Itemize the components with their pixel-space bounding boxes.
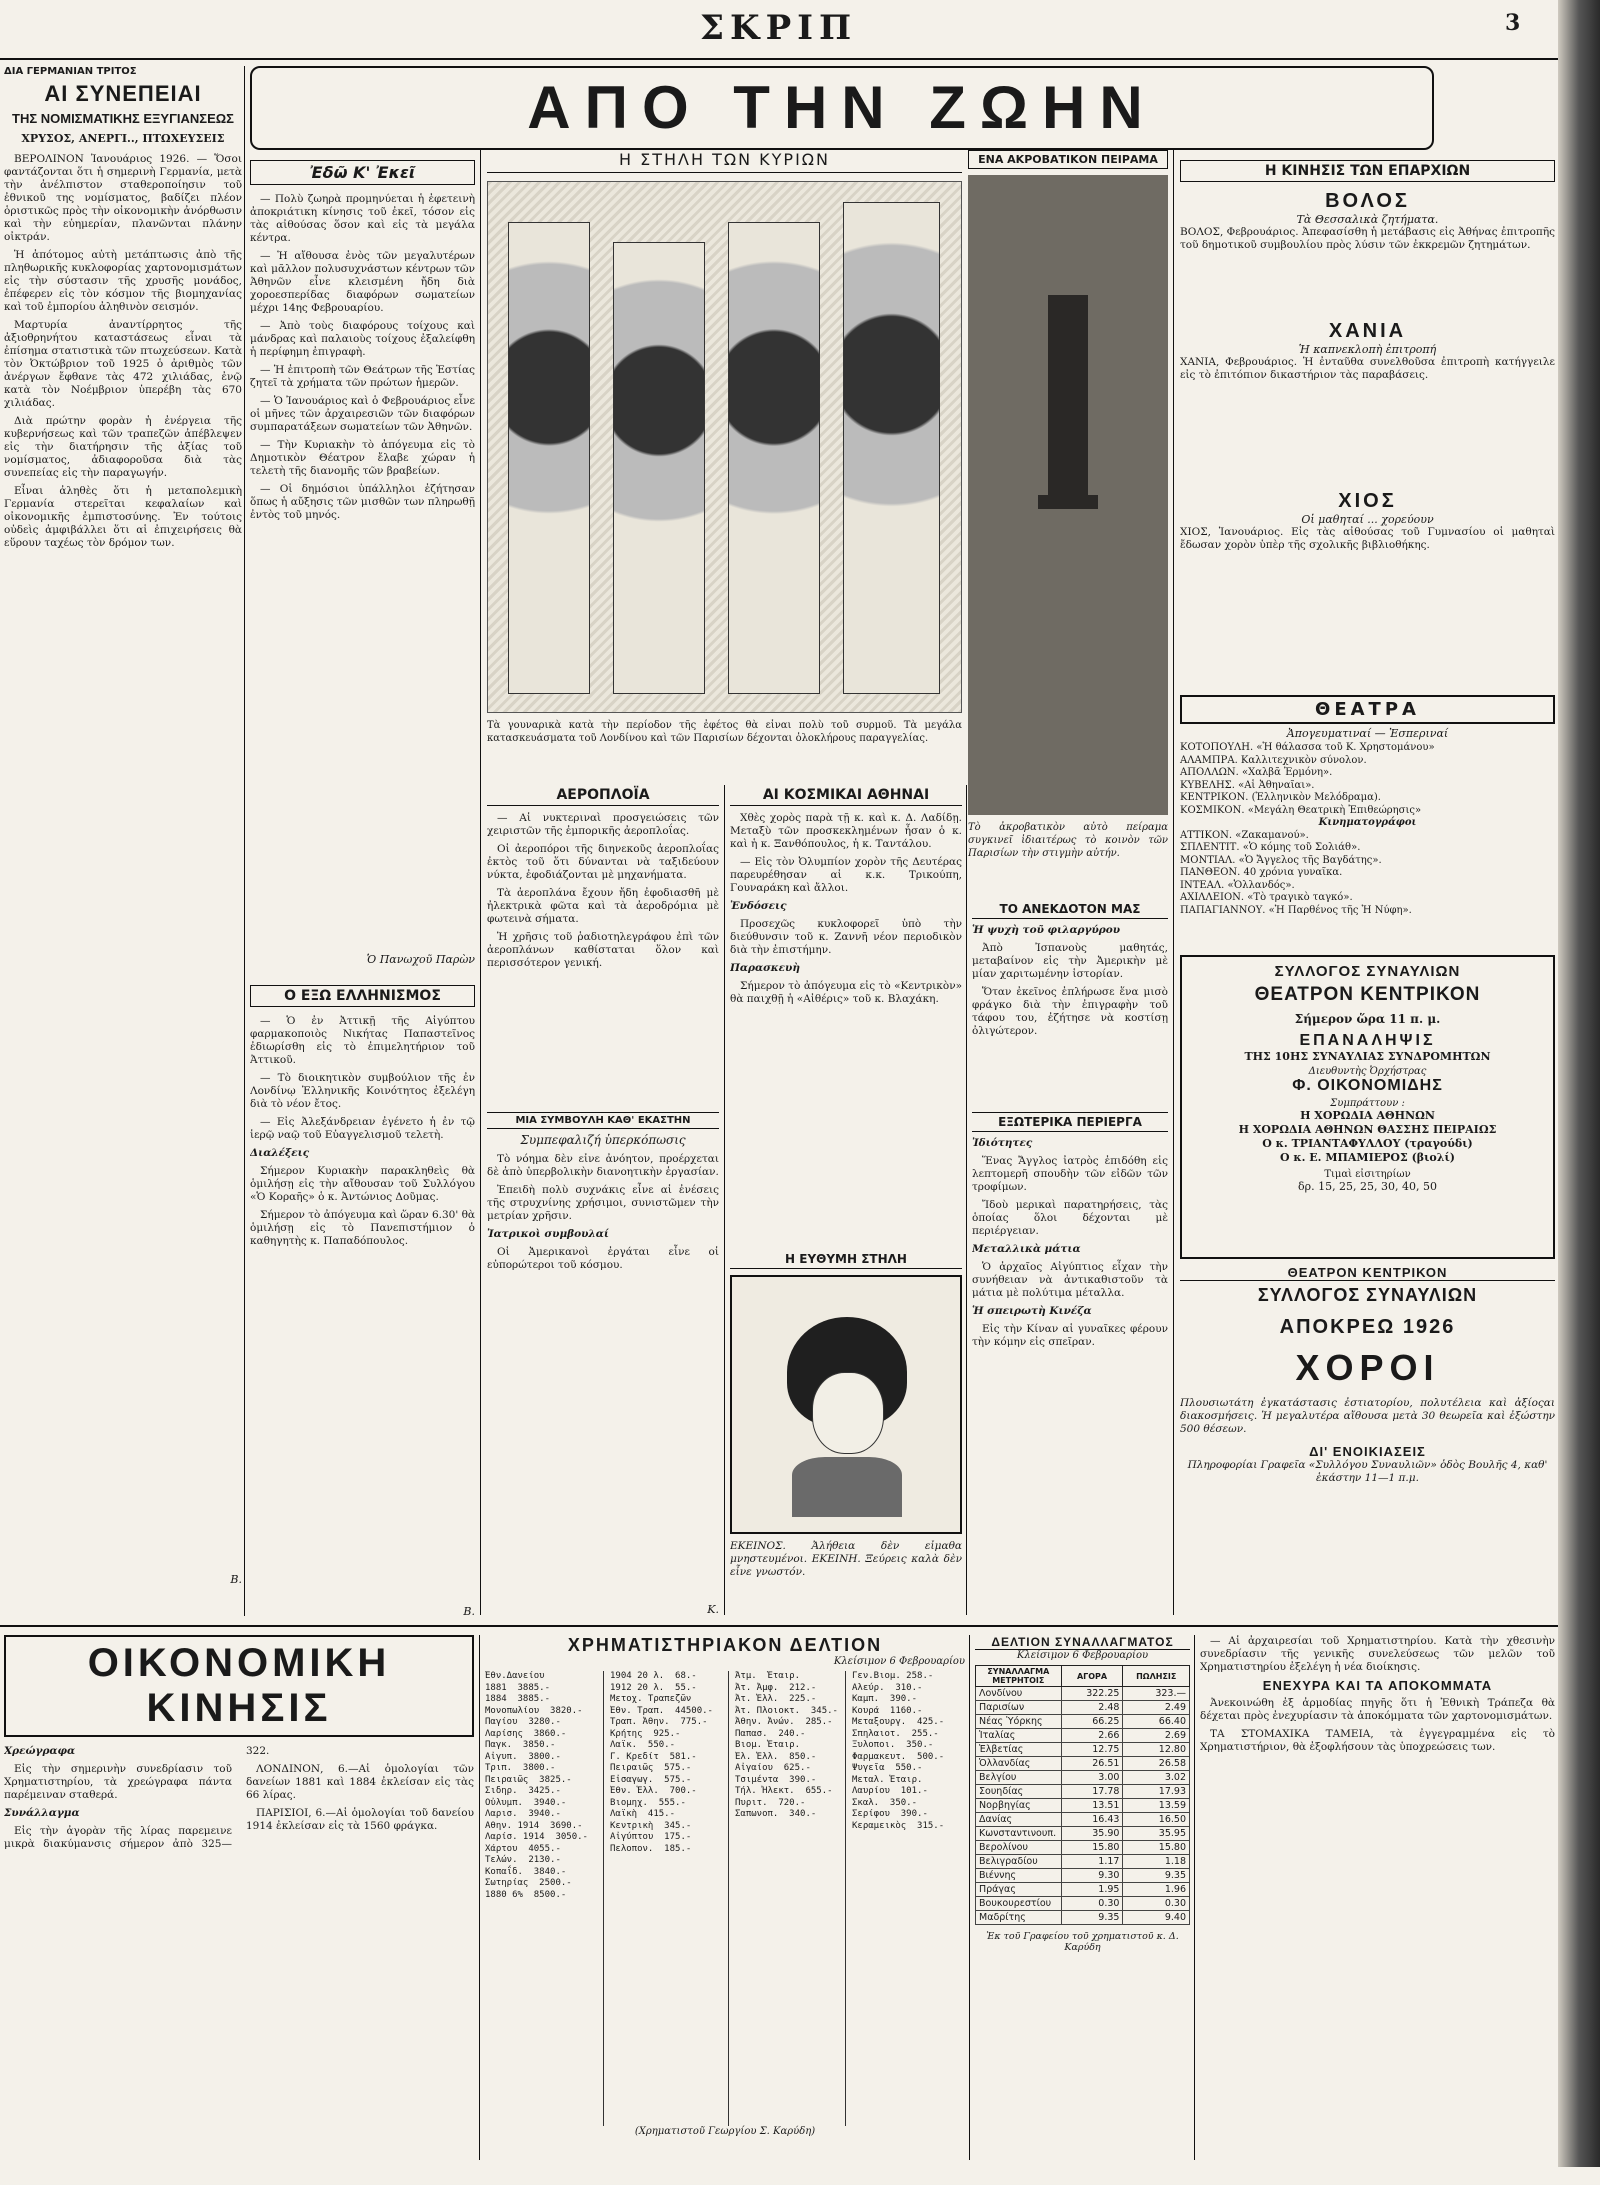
aeroploia-title: ΑΕΡΟΠΛΟΪΑ xyxy=(487,785,719,806)
exchange-currency-cell: Βουκουρεστίου xyxy=(976,1897,1062,1911)
theatre-listing-item: ΑΧΙΛΛΕΙΟΝ. «Τὸ τραγικὸ ταγκό». xyxy=(1180,892,1353,903)
theatre-listing-item: ΚΥΒΕΛΗΣ. «Αἱ Ἀθηναῖαι». xyxy=(1180,779,1315,791)
exoterika-subhead: Μεταλλικὰ μάτια xyxy=(972,1243,1081,1255)
scan-edge-shadow xyxy=(1558,0,1600,2167)
page-number: 3 xyxy=(1505,10,1521,36)
edo-k-ekei-section xyxy=(250,160,475,970)
edo-k-ekei-paragraph: — Ὁ Ἰανουάριος καὶ ὁ Φεβρουάριος εἶνε οἱ μῆνες τῶν ἀρχαιρεσιῶν τῶν διαφόρων συμπαρατάξεων σωματείων τῶν Ἀθηνῶν. xyxy=(250,395,475,433)
apo-tin-zoi-title: ΑΠΟ ΤΗΝ ΖΩΗΝ xyxy=(527,74,1157,141)
city-text: ΧΙΟΣ, Ἰανουάριος. Εἰς τὰς αἰθούσας τοῦ Γυμνασίου οἱ μαθηταὶ ἔδωσαν χορὸν ὑπὲρ τῆς σχολικῆς βιβλιοθήκης. xyxy=(1180,526,1555,551)
exchange-rate-cell: 1.17 xyxy=(1061,1855,1123,1869)
acrobat-caption: Τὸ ἀκροβατικὸν αὐτὸ πείραμα συγκινεῖ ἰδιαιτέρως τὸ κοινὸν τῶν Παρισίων τὴν στιγμὴν αὐτήν. xyxy=(968,822,1168,859)
column-divider xyxy=(1194,1635,1195,2160)
kosmikai-section xyxy=(730,785,962,1240)
left-article-deck: ΧΡΥΣΟΣ, ΑΝΕΡΓΙ.., ΠΤΩΧΕΥΣΕΙΣ xyxy=(21,132,225,145)
exchange-rate-cell: 9.35 xyxy=(1061,1911,1123,1925)
exoterika-subhead: Ἰδιότητες xyxy=(972,1137,1033,1149)
exo-ellinismos-byline: Β. xyxy=(463,1605,475,1618)
theatra-listing xyxy=(1180,742,1555,917)
theatre-listing-item: ΚΕΝΤΡΙΚΟΝ. (Ἑλληνικὸν Μελόδραμα). xyxy=(1180,792,1381,803)
exo-ellinismos-paragraph: — Ὁ ἐν Ἀττικῇ τῆς Αἰγύπτου φαρμακοποιὸς Νικήτας Παπαστεῖνος ἐδιωρίσθη εἰς τὸ ἐπιμελητήριον τοῦ Ἀττικοῦ. xyxy=(250,1015,475,1066)
exchange-table-row xyxy=(976,1799,1190,1813)
synallagma-section xyxy=(975,1635,1190,2160)
exo-ellinismos-paragraph: — Εἰς Ἀλεξάνδρειαν ἐγένετο ἡ ἐν τῷ ἱερῷ ναῷ τοῦ Εὐαγγελισμοῦ τελετὴ. xyxy=(250,1116,475,1141)
city-heading: ΧΙΟΣ xyxy=(1338,490,1397,512)
chrimatistiriakon-footer: (Χρηματιστοῦ Γεωργίου Σ. Καρύδη) xyxy=(634,2126,816,2137)
exchange-currency-cell: Βελγίου xyxy=(976,1771,1062,1785)
syllogos-performers-label: Συμπράττουν : xyxy=(1330,1098,1405,1109)
left-article-paragraph: Διὰ πρώτην φορὰν ἡ ἐνέργεια τῆς κυβερνήσεως καὶ τῶν τραπεζῶν ἀπέβλεψεν εἰς τὴν διατήρησιν τῆς ἀξίας τοῦ νομίσματος, ἀδιαφοροῦσα διὰ τὰς συνεπείας εἰς τὴν παραγωγήν. xyxy=(4,415,242,479)
left-article-dateline: ΒΕΡΟΛΙΝΟΝ Ἰανουάριος 1926. — Ὅσοι φαντάζονται ὅτι ἡ σημερινὴ Γερμανία, μετὰ τὴν ἀνέλπιστον σταθεροποίησιν τοῦ ἐθνικοῦ της νομίσματος, βαδίζει πλέον ὁριστικῶς πρὸς τὴν οἰκονομικὴν ἀνόρθωσιν καὶ τὴν εὐημερίαν, πλανῶνται πλάνην οἰκτράν. xyxy=(4,153,242,243)
symvouli-paragraph: Οἱ Ἀμερικανοὶ ἐργάται εἶνε οἱ εὐπορώτεροι τοῦ κόσμου. xyxy=(487,1246,719,1271)
exchange-rate-cell: 26.51 xyxy=(1061,1757,1123,1771)
edo-k-ekei-byline: Ὁ Πανωχοῦ Παρὼν xyxy=(366,953,475,966)
exo-ellinismos-paragraph: Σήμερον τὸ ἀπόγευμα καὶ ὥραν 6.30' θὰ ὁμιλήσῃ εἰς τὸ Πανεπιστήμιον ὁ καθηγητὴς κ. Παπαδόπουλος. xyxy=(250,1209,475,1247)
exchange-header-cell: ΠΩΛΗΣΙΣ xyxy=(1123,1666,1190,1687)
exchange-rate-cell: 12.80 xyxy=(1123,1743,1190,1757)
exoterika-section xyxy=(972,1112,1168,1615)
oikonomiki-subhead: Συνάλλαγμα xyxy=(4,1807,80,1819)
edo-k-ekei-paragraph: — Οἱ δημόσιοι ὑπάλληλοι ἐζήτησαν ὅπως ἡ αὔξησις τῶν μισθῶν των πληρωθῇ ἐντὸς τοῦ μηνός. xyxy=(250,483,475,521)
exchange-rate-cell: 16.43 xyxy=(1061,1813,1123,1827)
syllogos-event: ΕΠΑΝΑΛΗΨΙΣ xyxy=(1299,1032,1436,1049)
symvouli-byline: Κ. xyxy=(707,1603,719,1616)
anekdoton-paragraph: Ὅταν ἐκεῖνος ἐπλήρωσε ἕνα μισὸ φράγκο διὰ τὴν ἐπιγραφὴν τοῦ τάφου του, ἐζήτησε νὰ κοστίσῃ ὀλιγώτερον. xyxy=(972,986,1168,1037)
euthymi-caption: ΕΚΕΙΝΟΣ. Ἀλήθεια δὲν εἶμαθα μνηστευμένοι. ΕΚΕΙΝΗ. Ξεύρεις καλὰ δὲν εἶνε γνωστόν. xyxy=(730,1540,962,1578)
city-heading: ΧΑΝΙΑ xyxy=(1328,320,1407,342)
left-article-paragraph: Ἡ ἀπότομος αὐτὴ μετάπτωσις ἀπὸ τῆς πληθωρικῆς κυκλοφορίας χαρτονομισμάτων εἰς τὴν σύστασιν τῆς χρυσῆς μονάδος, ἐπέφερεν εἰς τὸν κόσμον τῆς βιομηχανίας καὶ τοῦ ἐμπορίου ἀληθινὸν σεισμόν. xyxy=(4,249,242,313)
exchange-rate-cell: 26.58 xyxy=(1123,1757,1190,1771)
syllogos-event-sub: ΤΗΣ 10ΗΣ ΣΥΝΑΥΛΙΑΣ ΣΥΝΔΡΟΜΗΤΩΝ xyxy=(1244,1050,1491,1063)
exchange-currency-cell: Βιέννης xyxy=(976,1869,1062,1883)
performer: Ο κ. Ε. ΜΠΑΜΙΕΡΟΣ (βιολί) xyxy=(1279,1151,1456,1164)
far-right-paragraph: Ἀνεκοινώθη ἐξ ἀρμοδίας πηγῆς ὅτι ἡ Ἐθνικὴ Τράπεζα θὰ δέχεται πρὸς ἐνεχυρίασιν τὰ ἀποκόμματα τῶν χαρτονομισμάτων. xyxy=(1200,1697,1555,1722)
syllogos-title: ΣΥΛΛΟΓΟΣ ΣΥΝΑΥΛΙΩΝ xyxy=(1274,963,1461,980)
theatre-listing-item: ΠΑΠΑΓΙΑΝΝΟΥ. «Ἡ Παρθένος τῆς Ἡ Νύφη». xyxy=(1180,904,1412,916)
exchange-rate-cell: 1.96 xyxy=(1123,1883,1190,1897)
exchange-currency-cell: Ἑλβετίας xyxy=(976,1743,1062,1757)
theatre-listing-item: ΑΠΟΛΛΩΝ. «Χαλβᾶ Ἐρμόνη». xyxy=(1180,767,1333,778)
fashion-figure xyxy=(728,222,820,694)
exchange-currency-cell: Δανίας xyxy=(976,1813,1062,1827)
exchange-table-row xyxy=(976,1757,1190,1771)
theatra-title: ΘΕΑΤΡΑ xyxy=(1180,695,1555,724)
oikonomiki-paragraph: Εἰς τὴν ἀγορὰν τῆς λίρας παρεμεινε μικρὰ διακύμανσις σήμερον ἀπὸ 325—322. xyxy=(4,1745,270,1850)
kosmikai-paragraph: Χθὲς χορὸς παρὰ τῇ κ. καὶ κ. Δ. Λαδίδῃ. Μεταξὺ τῶν προσκεκλημένων ἦσαν ὁ κ. καὶ ἡ κ. Ξανθόπουλος, ἡ κ. Ταντάλου. xyxy=(730,812,962,850)
apokreo-rent: ΔΙ' ΕΝΟΙΚΙΑΣΕΙΣ xyxy=(1309,1444,1426,1459)
exchange-table-row xyxy=(976,1813,1190,1827)
exchange-currency-cell: Σουηδίας xyxy=(976,1785,1062,1799)
exchange-table-row xyxy=(976,1827,1190,1841)
city-heading: ΒΟΛΟΣ xyxy=(1325,190,1410,212)
oikonomiki-subhead: Χρεώγραφα xyxy=(4,1745,76,1757)
exchange-rate-cell: 2.49 xyxy=(1123,1701,1190,1715)
left-article-paragraph: Εἶναι ἀληθὲς ὅτι ἡ μεταπολεμικὴ Γερμανία στερεῖται κεφαλαίων καὶ οἰκονομικῆς ἐμπιστοσύνης. Ἐν τούτοις οὐδεὶς ἀμφιβάλλει ὅτι αἱ ἐπιχειρήσεις θὰ εὕρουν ταχέως τὸν δρόμον των. xyxy=(4,485,242,549)
exo-ellinismos-title: Ο ΕΞΩ ΕΛΛΗΝΙΣΜΟΣ xyxy=(250,985,475,1007)
exchange-currency-cell: Λονδίνου xyxy=(976,1687,1062,1701)
apokreo-venue: ΘΕΑΤΡΟΝ ΚΕΝΤΡΙΚΟΝ xyxy=(1180,1265,1555,1281)
left-article xyxy=(4,66,242,1616)
syllogos-conductor: Φ. ΟΙΚΟΝΟΜΙΔΗΣ xyxy=(1292,1077,1443,1094)
exchange-rate-cell: 16.50 xyxy=(1123,1813,1190,1827)
exchange-rate-cell: 12.75 xyxy=(1061,1743,1123,1757)
euthymi-illustration xyxy=(730,1275,962,1534)
exchange-table-header xyxy=(976,1666,1190,1687)
exchange-header-cell: ΣΥΝΑΛΛΑΓΜΑ ΜΕΤΡΗΤΟΙΣ xyxy=(976,1666,1062,1687)
performer: Η ΧΟΡΩΔΙΑ ΑΘΗΝΩΝ ΘΑΣΣΗΣ ΠΕΙΡΑΙΩΣ xyxy=(1238,1123,1497,1136)
exchange-rate-cell: 15.80 xyxy=(1061,1841,1123,1855)
acrobat-photo xyxy=(968,175,1168,815)
masthead-rule xyxy=(0,58,1560,60)
exchange-rate-cell: 9.35 xyxy=(1123,1869,1190,1883)
exchange-rate-cell: 323.— xyxy=(1123,1687,1190,1701)
exchange-table-row xyxy=(976,1771,1190,1785)
exchange-currency-cell: Ὀλλανδίας xyxy=(976,1757,1062,1771)
performer: Η ΧΟΡΩΔΙΑ ΑΘΗΝΩΝ xyxy=(1300,1109,1435,1122)
kosmikai-paragraph: — Εἰς τὸν Ὀλυμπίον χορὸν τῆς Δευτέρας παρευρέθησαν αἱ κ.κ. Τρικούπη, Γουναράκη καὶ ἄλλοι. xyxy=(730,856,962,894)
exchange-currency-cell: Ἰταλίας xyxy=(976,1729,1062,1743)
exchange-rate-cell: 1.18 xyxy=(1123,1855,1190,1869)
edo-k-ekei-paragraph: — Ἡ αἴθουσα ἐνὸς τῶν μεγαλυτέρων καὶ μᾶλλον πολυσυχνάστων κέντρων τῶν Ἀθηνῶν εἶνε κλεισμένη ἤδη διὰ χοροεσπερίδας διαφόρων σωματείων μέχρι 14ης Φεβρουαρίου. xyxy=(250,250,475,314)
aeroploia-body xyxy=(487,812,719,1102)
far-right-bottom-section xyxy=(1200,1635,1555,2160)
chrimatistiriakon-title: ΧΡΗΜΑΤΙΣΤΗΡΙΑΚΟΝ ΔΕΛΤΙΟΝ xyxy=(567,1635,883,1655)
exoterika-title: ΕΞΩΤΕΡΙΚΑ ΠΕΡΙΕΡΓΑ xyxy=(972,1112,1168,1132)
theatre-listing-item: ΑΤΤΙΚΟΝ. «Ζακαμανού». xyxy=(1180,829,1309,841)
kosmikai-paragraph: Προσεχῶς κυκλοφορεῖ ὑπὸ τὴν διεύθυνσιν τοῦ κ. Ζαννῆ νέον περιοδικὸν διὰ τὴν ἐπιστήμην. xyxy=(730,918,962,956)
exchange-table-row xyxy=(976,1869,1190,1883)
left-article-kicker: ΔΙΑ ΓΕΡΜΑΝΙΑΝ ΤΡΙΤΟΣ xyxy=(4,66,137,77)
kosmikai-subhead: Ἐνδόσεις xyxy=(730,900,787,912)
apokreo-ad xyxy=(1180,1265,1555,1615)
exchange-rate-cell: 35.90 xyxy=(1061,1827,1123,1841)
akrovatiko-section xyxy=(968,150,1168,890)
oikonomiki-section xyxy=(4,1635,474,2160)
exchange-currency-cell: Πράγας xyxy=(976,1883,1062,1897)
theatre-listing-item: ΙΝΤΕΑΛ. «Ὁλλανδός». xyxy=(1180,879,1295,891)
synallagma-subtitle: Κλείσιμον 6 Φεβρουαρίου xyxy=(1016,1650,1149,1661)
kyrion-title: Η ΣΤΗΛΗ ΤΩΝ ΚΥΡΙΩΝ xyxy=(487,150,962,173)
exchange-rate-cell: 2.48 xyxy=(1061,1701,1123,1715)
city-subhead: Τὰ Θεσσαλικὰ ζητήματα. xyxy=(1296,213,1439,226)
stock-column: 1904 20 λ. 68.- 1912 20 λ. 55.- Μετοχ. Τραπεζῶν Ἐθν. Τραπ. 44500.- Τραπ. Ἀθην. 775.- Κρήτης 925.- Λαϊκ. 550.- Γ. Κρεδίτ 581.- Πειραιῶς 575.- Εἰσαγωγ. 575.- Ἐθν. Ἑλλ. 700.- Βιομηχ. 555.- Λαϊκὴ 415.- Κεντρικὴ 345.- Αἰγύπτου 175.- Πελοπον. 185.- xyxy=(610,1671,729,2126)
exo-ellinismos-paragraph: — Τὸ διοικητικὸν συμβούλιον τῆς ἐν Λονδίνῳ Ἑλληνικῆς Κοινότητος ἐξελέγη διὰ τὸ νέον ἔτος. xyxy=(250,1072,475,1110)
symvouli-paragraph: Ἐπειδὴ πολὺ συχνάκις εἶνε αἱ ἐνέσεις τῆς στρυχνίνης χρήσιμοι, συνιστῶμεν τὴν μετρίαν χρῆσιν. xyxy=(487,1184,719,1222)
column-divider xyxy=(1173,150,1174,1615)
edo-k-ekei-paragraph: — Τὴν Κυριακὴν τὸ ἀπόγευμα εἰς τὸ Δημοτικὸν Θέατρον ἔλαβε χώραν ἡ τελετὴ τῆς διανομῆς τῶν βραβείων. xyxy=(250,439,475,477)
exoterika-subhead: Ἡ σπειρωτὴ Κινέζα xyxy=(972,1305,1092,1317)
symvouli-subhead: Ἰατρικοὶ συμβουλαί xyxy=(487,1228,609,1240)
far-right-heading: ΕΝΕΧΥΡΑ ΚΑΙ ΤΑ ΑΠΟΚΟΜΜΑΤΑ xyxy=(1262,1678,1493,1693)
apokreo-title: ΣΥΛΛΟΓΟΣ ΣΥΝΑΥΛΙΩΝ xyxy=(1257,1285,1478,1305)
left-article-title: ΑΙ ΣΥΝΕΠΕΙΑΙ xyxy=(44,81,202,106)
aeroploia-paragraph: Οἱ ἀεροπόροι τῆς διηνεκοῦς ἀεροπλοΐας ἐκτὸς τοῦ ὅτι δύνανται νὰ ταξιδεύουν νύκτα, ἐφοδιάζονται μὲ μηχανήματα. xyxy=(487,843,719,881)
apokreo-text: Πλουσιωτάτη ἐγκατάστασις ἐστιατορίου, πολυτέλεια καὶ ἀξίοςαι διακοσμήσεις. Ἡ μεγαλυτέρα αἴθουσα μετὰ 30 θεωρεῖα καὶ ἐξώστην 500 θέσεων. xyxy=(1180,1397,1555,1435)
far-right-bottom-body xyxy=(1200,1635,1555,2150)
anekdoton-subhead: Ἡ ψυχὴ τοῦ φιλαργύρου xyxy=(972,924,1121,936)
exchange-rate-cell: 13.59 xyxy=(1123,1799,1190,1813)
edo-k-ekei-title: Ἐδῶ Κ' Ἐκεῖ xyxy=(250,160,475,185)
exo-ellinismos-section xyxy=(250,985,475,1617)
symvouli-body xyxy=(487,1153,719,1603)
stock-listing xyxy=(485,1671,965,2126)
exchange-table-row xyxy=(976,1785,1190,1799)
theatre-listing-item: ΑΛΑΜΠΡΑ. Καλλιτεχνικὸν σύνολον. xyxy=(1180,754,1367,766)
exchange-table-row xyxy=(976,1743,1190,1757)
oikonomiki-paragraph: ΠΑΡΙΣΙΟΙ, 6.—Αἱ ὁμολογίαι τοῦ δανείου 1914 ἐκλείσαν εἰς τὰ 1560 φράγκα. xyxy=(246,1807,474,1832)
stock-column: Γεν.Βιομ. 258.- Αλεύρ. 310.- Καμπ. 390.- Κουρά 1160.- Μεταξουργ. 425.- Σπηλαιοτ. 255.- Ξυλοποι. 350.- Φαρμακευτ. 500.- Ψυγεῖα 550.- Μεταλ. Ἑταιρ. Λαυρίου 101.- Σκαλ. 350.- Σερίφου 390.- Κεραμεικὸς 315.- xyxy=(852,1671,945,1831)
performer: Ο κ. ΤΡΙΑΝΤΑΦΥΛΛΟΥ (τραγούδι) xyxy=(1262,1137,1473,1150)
exchange-table-row xyxy=(976,1911,1190,1925)
exchange-rate-cell: 2.69 xyxy=(1123,1729,1190,1743)
oikonomiki-body xyxy=(4,1745,474,2185)
masthead xyxy=(0,0,1600,60)
exchange-rate-cell: 3.00 xyxy=(1061,1771,1123,1785)
eparchies-section xyxy=(1180,160,1555,685)
exchange-table-row xyxy=(976,1701,1190,1715)
exchange-currency-cell: Νέας Ὑόρκης xyxy=(976,1715,1062,1729)
newspaper-name: ΣΚΡΙΠ xyxy=(700,8,858,48)
exchange-rate-cell: 15.80 xyxy=(1123,1841,1190,1855)
kosmikai-subhead: Παρασκευὴ xyxy=(730,962,800,974)
exoterika-paragraph: Εἰς τὴν Κίναν αἱ γυναῖκες φέρουν τὴν κόμην εἰς σπεῖραν. xyxy=(972,1323,1168,1348)
stock-column: Ἀτμ. Ἑταιρ. Ἀτ. Ἀμφ. 212.- Ἀτ. Ἑλλ. 225.- Ἀτ. Πλοιοκτ. 345.- Ἀθην. Ἀνών. 285.- Παπασ. 240.- Βιομ. Ἑταιρ. Ἐλ. Ἑλλ. 850.- Αἰγαίου 625.- Τσιμέντα 390.- Τήλ. Ἠλεκτ. 655.- Πυριτ. 720.- Σαπωνοπ. 340.- xyxy=(735,1671,846,2126)
exchange-rate-cell: 1.95 xyxy=(1061,1883,1123,1897)
theatre-listing-subhead: Κινηματογράφοι xyxy=(1318,817,1417,828)
exchange-rate-cell: 3.02 xyxy=(1123,1771,1190,1785)
euthymi-title: Η ΕΥΘΥΜΗ ΣΤΗΛΗ xyxy=(730,1250,962,1269)
left-article-subtitle: ΤΗΣ ΝΟΜΙΣΜΑΤΙΚΗΣ ΕΞΥΓΙΑΝΣΕΩΣ xyxy=(12,111,234,126)
syllogos-prices: δρ. 15, 25, 25, 30, 40, 50 xyxy=(1297,1180,1438,1193)
exoterika-paragraph: Ἕνας Ἄγγλος ἰατρὸς ἐπιδόθη εἰς λεπτομερῆ σπουδὴν τῶν εἰδῶν τῶν τροφίμων. xyxy=(972,1155,1168,1193)
edo-k-ekei-paragraph: — Ἡ ἐπιτροπὴ τῶν Θεάτρων τῆς Ἑστίας ζητεῖ τὰ χρήματα τῶν πρώτων ἡμερῶν. xyxy=(250,364,475,389)
exchange-rate-cell: 66.25 xyxy=(1061,1715,1123,1729)
exchange-rate-cell: 2.66 xyxy=(1061,1729,1123,1743)
acrobat-figure xyxy=(1038,495,1098,509)
exchange-rate-cell: 9.30 xyxy=(1061,1869,1123,1883)
euthymi-section xyxy=(730,1250,962,1615)
exoterika-body xyxy=(972,1137,1168,1612)
exchange-currency-cell: Κωνσταντινουπ. xyxy=(976,1827,1062,1841)
exchange-rate-cell: 17.93 xyxy=(1123,1785,1190,1799)
exo-ellinismos-body xyxy=(250,1015,475,1605)
bottom-band-rule xyxy=(0,1625,1560,1627)
exchange-rate-cell: 9.40 xyxy=(1123,1911,1190,1925)
chrimatistiriakon-section xyxy=(485,1635,965,2160)
aeroploia-section xyxy=(487,785,719,1615)
edo-k-ekei-paragraph: — Πολὺ ζωηρὰ προμηνύεται ἡ ἐφετεινὴ ἀποκριάτικη κίνησις τοῦ ἐκεῖ, τόσον εἰς τὰς αἰθούσας ὅσον καὶ εἰς τὰ μεγάλα κέντρα. xyxy=(250,193,475,244)
apokreo-rent-text: Πληροφορίαι Γραφεῖα «Συλλόγου Συναυλιῶν» ὁδὸς Βουλῆς 4, καθ' ἑκάστην 11—1 π.μ. xyxy=(1187,1459,1548,1484)
left-article-paragraph: Μαρτυρία ἀναντίρρητος τῆς ἀξιοθρηνήτου καταστάσεως εἶναι τὰ ἐπίσημα στατιστικὰ τῶν πτωχεύσεων. Κατὰ τὸν Ὀκτώβριον τοῦ 1925 ὁ ἀριθμὸς τῶν ἀνέργων ἔφθανε τὰς 472 χιλιάδας, ἐνῷ κατὰ τὸν Νοέμβριον ὑπερέβη τὰς 670 χιλιάδας. xyxy=(4,319,242,409)
city-subhead: Οἱ μαθηταί ... χορεύουν xyxy=(1301,513,1434,526)
exchange-table-row xyxy=(976,1841,1190,1855)
left-article-body xyxy=(4,153,242,1573)
apokreo-event: ΧΟΡΟΙ xyxy=(1295,1347,1440,1388)
theatre-listing-item: ΣΠΛΕΝΤΙΤ. «Ὁ κόμης τοῦ Σολιάθ». xyxy=(1180,842,1361,853)
acrobat-figure xyxy=(1048,295,1088,495)
fashion-caption: Τὰ γουναρικὰ κατὰ τὴν περίοδον τῆς ἐφέτος θὰ εἶναι πολὺ τοῦ συρμοῦ. Τὰ μεγάλα κατασκευάσματα τοῦ Λονδίνου καὶ τῶν Παρισίων δέχονται ὁλοκλήρους παραγγελίας. xyxy=(487,720,962,744)
exchange-rate-cell: 0.30 xyxy=(1061,1897,1123,1911)
fashion-figure xyxy=(613,242,705,694)
oikonomiki-paragraph: Εἰς τὴν σημερινὴν συνεδρίασιν τοῦ Χρηματιστηρίου, τὰ χρεώγραφα πάντα παρέμειναν σταθερά. xyxy=(4,1763,232,1801)
syllogos-conductor-label: Διευθυντὴς Ὀρχήστρας xyxy=(1308,1066,1427,1077)
column-divider xyxy=(969,1635,970,2160)
theatre-listing-item: ΜΟΝΤΙΑΛ. «Ὁ Ἄγγελος τῆς Βαγδάτης». xyxy=(1180,854,1382,866)
anekdoton-body xyxy=(972,924,1168,1099)
exchange-rate-cell: 322.25 xyxy=(1061,1687,1123,1701)
far-right-paragraph: ΤΑ ΣΤΟΜΑΧΙΚΑ ΤΑΜΕΙΑ, τὰ ἐγγεγραμμένα εἰς τὸ Χρηματιστήριον, θὰ ἐξοφλήσουν τὰς ὑποχρεώσεις των. xyxy=(1200,1728,1555,1753)
exo-ellinismos-subhead: Διαλέξεις xyxy=(250,1147,310,1159)
anekdoton-section xyxy=(972,900,1168,1105)
oikonomiki-title: ΟΙΚΟΝΟΜΙΚΗ ΚΙΝΗΣΙΣ xyxy=(4,1635,474,1737)
city-subhead: Ἡ καπνεκλοπὴ ἐπιτροπή xyxy=(1298,343,1437,356)
left-article-byline: Β. xyxy=(230,1573,242,1586)
aeroploia-paragraph: Ἡ χρῆσις τοῦ ῥαδιοτηλεγράφου ἐπὶ τῶν ἀεροπλάνων καθίσταται ὅλον καὶ περισσότερον γενική. xyxy=(487,931,719,969)
exchange-table xyxy=(975,1665,1190,1925)
exo-ellinismos-paragraph: Σήμερον Κυριακὴν παρακληθεὶς θὰ ὁμιλήσῃ εἰς τὴν αἴθουσαν τοῦ Συλλόγου «Ὁ Κοραῆς» ὁ κ. Ἀντώνιος Δοῦμας. xyxy=(250,1165,475,1203)
exchange-currency-cell: Νορβηγίας xyxy=(976,1799,1062,1813)
symvouli-paragraph: Τὸ νόημα δὲν εἶνε ἀνόητον, προέρχεται δὲ ἀπὸ ὑπερβολικὴν διανοητικὴν ἐργασίαν. xyxy=(487,1153,719,1178)
theatre-listing-item: ΚΟΣΜΙΚΟΝ. «Μεγάλη Θεατρικὴ Ἐπιθεώρησις» xyxy=(1180,804,1422,816)
exchange-currency-cell: Βελιγραδίου xyxy=(976,1855,1062,1869)
exchange-currency-cell: Μαδρίτης xyxy=(976,1911,1062,1925)
apokreo-season: ΑΠΟΚΡΕΩ 1926 xyxy=(1279,1316,1456,1338)
theatre-listing-item: ΠΑΝΘΕΟΝ. 40 χρόνια γυναῖκα. xyxy=(1180,867,1343,878)
theatra-subtitle: Ἀπογευματιναί — Ἑσπεριναί xyxy=(1286,727,1449,740)
theatra-section xyxy=(1180,695,1555,945)
symvouli-subtitle: Συμπεφαλιζή ὑπερκόπωσις xyxy=(520,1133,686,1147)
exchange-table-row xyxy=(976,1715,1190,1729)
column-divider xyxy=(479,1635,480,2160)
exchange-rate-cell: 66.40 xyxy=(1123,1715,1190,1729)
apo-tin-zoi-banner xyxy=(250,66,1434,150)
exchange-currency-cell: Βερολίνου xyxy=(976,1841,1062,1855)
kyrion-section xyxy=(487,150,962,770)
syllogos-ad xyxy=(1180,955,1555,1259)
fashion-figure xyxy=(508,222,590,694)
exoterika-paragraph: Ἴδοὺ μερικαὶ παρατηρήσεις, τὰς ὁποίας ὅλοι δέχονται μὲ περιέργειαν. xyxy=(972,1199,1168,1237)
aeroploia-paragraph: Τὰ ἀεροπλάνα ἔχουν ἤδη ἐφοδιασθῆ μὲ ἠλεκτρικὰ φῶτα καὶ τὰ ἀεροδρόμια μὲ φωτεινὰ σήματα. xyxy=(487,887,719,925)
kosmikai-body xyxy=(730,812,962,1232)
exchange-rate-cell: 0.30 xyxy=(1123,1897,1190,1911)
exchange-table-row xyxy=(976,1855,1190,1869)
woman-face-figure xyxy=(812,1372,884,1454)
fashion-illustration xyxy=(487,181,962,713)
exchange-header-cell: ΑΓΟΡΑ xyxy=(1061,1666,1123,1687)
city-text: ΒΟΛΟΣ, Φεβρουάριος. Ἀπεφασίσθη ἡ μετάβασις εἰς Ἀθήνας ἐπιτροπῆς τοῦ δημοτικοῦ συμβουλίου πρὸς λύσιν τῶν ἐκκρεμῶν ζητημάτων. xyxy=(1180,226,1555,251)
kosmikai-paragraph: Σήμερον τὸ ἀπόγευμα εἰς τὸ «Κεντρικὸν» θὰ παιχθῇ ἡ «Αἰθέρις» τοῦ κ. Βλαχάκη. xyxy=(730,980,962,1005)
syllogos-venue: ΘΕΑΤΡΟΝ ΚΕΝΤΡΙΚΟΝ xyxy=(1254,984,1481,1005)
anekdoton-paragraph: Ἀπὸ Ἰσπανοὺς μαθητάς, μεταβαίνον εἰς τὴν Ἀμερικὴν μὲ μίαν χαριτωμένην ἱστορίαν. xyxy=(972,942,1168,980)
exchange-table-row xyxy=(976,1729,1190,1743)
eparchies-title: Η ΚΙΝΗΣΙΣ ΤΩΝ ΕΠΑΡΧΙΩΝ xyxy=(1180,160,1555,182)
exoterika-paragraph: Ὁ ἀρχαῖος Αἰγύπτιος εἶχαν τὴν συνήθειαν νὰ ἀντικαθιστοῦν τὰ μάτια μὲ πολύτιμα μέταλλα. xyxy=(972,1261,1168,1299)
akrovatiko-title: ΕΝΑ ΑΚΡΟΒΑΤΙΚΟΝ ΠΕΙΡΑΜΑ xyxy=(968,150,1168,169)
exchange-table-row xyxy=(976,1687,1190,1701)
stock-column: Ἐθν.Δανείου 1881 3885.- 1884 3885.- Μονοπωλίου 3820.- Παγίου 3280.- Λαρίσης 3860.- Παγκ. 3850.- Αἰγυπ. 3800.- Τριπ. 3800.- Πειραιῶς 3825.- Σιδηρ. 3425.- Οὐλυμπ. 3940.- Λαρισ. 3940.- Αθην. 1914 3690.- Λαρίσ. 1914 3050.- Χάρτου 4055.- Τελών. 2130.- Κοπαΐδ. 3840.- Σωτηρίας 2500.- 1880 6% 8500.- xyxy=(485,1671,604,2126)
syllogos-time: Σήμερον ὥρα 11 π. μ. xyxy=(1294,1012,1441,1026)
chrimatistiriakon-subtitle: Κλείσιμον 6 Φεβρουαρίου xyxy=(833,1656,965,1667)
aeroploia-paragraph: — Αἱ νυκτεριναὶ προσγειώσεις τῶν χειριστῶν τῆς ἐμπορικῆς ἀεροπλοΐας. xyxy=(487,812,719,837)
exchange-table-row xyxy=(976,1897,1190,1911)
kosmikai-title: ΑΙ ΚΟΣΜΙΚΑΙ ΑΘΗΝΑΙ xyxy=(730,785,962,806)
exchange-table-row xyxy=(976,1883,1190,1897)
column-divider xyxy=(724,785,725,1615)
exchange-rate-cell: 17.78 xyxy=(1061,1785,1123,1799)
column-divider xyxy=(244,66,245,1616)
theatre-listing-item: ΚΟΤΟΠΟΥΛΗ. «Ἡ θάλασσα τοῦ Κ. Χρηστομάνου» xyxy=(1180,742,1435,753)
oikonomiki-paragraph: ΛΟΝΔΙΝΟΝ, 6.—Αἱ ὁμολογίαι τῶν δανείων 1881 καὶ 1884 ἐκλείσαν εἰς τὰς 66 λίρας. xyxy=(246,1763,474,1801)
exchange-rate-cell: 35.95 xyxy=(1123,1827,1190,1841)
column-divider xyxy=(966,785,967,1615)
far-right-paragraph: — Αἱ ἀρχαιρεσίαι τοῦ Χρηματιστηρίου. Κατὰ τὴν χθεσινὴν συνεδρίασιν τῆς γενικῆς συνελεύσεως τῶν μελῶν τοῦ Χρηματιστηρίου ἐξελέγη ἡ νέα διοίκησις. xyxy=(1200,1635,1555,1673)
exchange-rate-cell: 13.51 xyxy=(1061,1799,1123,1813)
edo-k-ekei-body xyxy=(250,193,475,953)
edo-k-ekei-paragraph: — Ἀπὸ τοὺς διαφόρους τοίχους καὶ μάνδρας καὶ παλαιοὺς τοίχους ἐξαλείφθη ἡ περίφημη ἐπιγραφὴ. xyxy=(250,320,475,358)
syllogos-performers xyxy=(1182,1109,1553,1165)
synallagma-title: ΔΕΛΤΙΟΝ ΣΥΝΑΛΛΑΓΜΑΤΟΣ xyxy=(975,1635,1190,1650)
city-text: ΧΑΝΙΑ, Φεβρουάριος. Ἡ ἐνταῦθα συνελθοῦσα ἐπιτροπὴ κατήγγειλε εἰς τὸ ἐπιτόπιον δικαστήριον τὰς παραβάσεις. xyxy=(1180,356,1555,381)
woman-collar-figure xyxy=(792,1457,902,1517)
anekdoton-title: ΤΟ ΑΝΕΚΔΟΤΟΝ ΜΑΣ xyxy=(972,900,1168,919)
synallagma-footer: Ἐκ τοῦ Γραφείου τοῦ χρηματιστοῦ κ. Δ. Καρύδη xyxy=(986,1931,1179,1953)
symvouli-title: ΜΙΑ ΣΥΜΒΟΥΛΗ ΚΑΘ' ΕΚΑΣΤΗΝ xyxy=(487,1112,719,1129)
exchange-currency-cell: Παρισίων xyxy=(976,1701,1062,1715)
syllogos-prices-label: Τιμαὶ εἰσιτηρίων xyxy=(1324,1169,1411,1180)
fashion-figure xyxy=(843,202,940,694)
column-divider xyxy=(480,150,481,1615)
